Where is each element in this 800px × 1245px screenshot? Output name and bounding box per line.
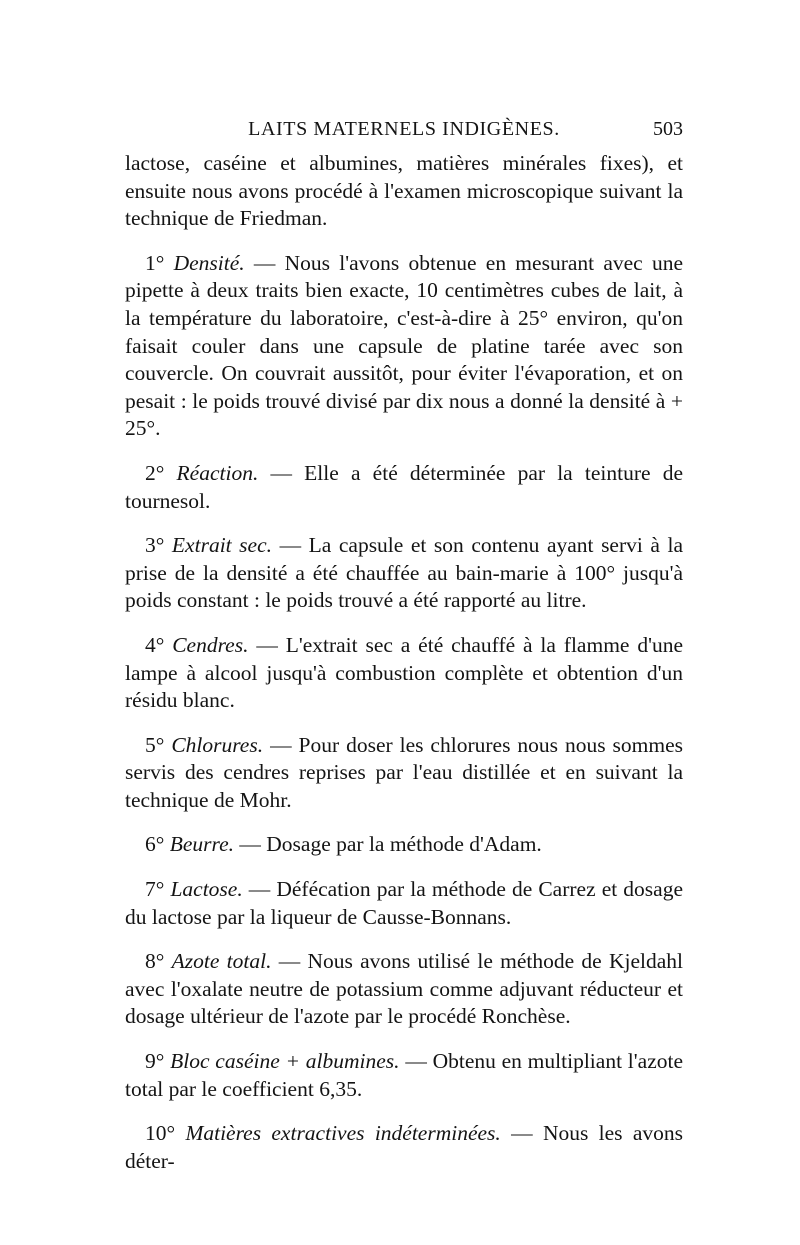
item-term: Beurre. bbox=[169, 832, 235, 857]
method-item-densite bbox=[125, 250, 683, 443]
item-number: 4° bbox=[145, 632, 165, 657]
item-text: — Nous les avons déter- bbox=[125, 1121, 684, 1173]
item-number: 7° bbox=[145, 877, 165, 902]
item-number: 5° bbox=[145, 732, 165, 757]
item-number: 8° bbox=[145, 949, 165, 974]
method-item-azote-total bbox=[125, 948, 683, 1031]
item-term: Chlorures. bbox=[171, 732, 264, 757]
item-term: Matières extractives indéterminées. bbox=[185, 1121, 501, 1146]
item-term: Azote total. bbox=[171, 949, 272, 974]
running-head bbox=[125, 114, 683, 144]
method-item-extrait-sec bbox=[125, 532, 683, 615]
item-text: — Elle a été déterminée par la teinture de tournesol. bbox=[125, 460, 684, 513]
item-number: 1° bbox=[145, 250, 165, 275]
item-number: 2° bbox=[145, 460, 165, 485]
item-term: Réaction. bbox=[176, 460, 259, 485]
item-number: 6° bbox=[145, 832, 165, 857]
item-text: — Nous avons utilisé le méthode de Kjeldahl avec l'oxalate neutre de potassium comme adjuvant réducteur et dosage ultérieur de l'azote par le procédé Ronchèse. bbox=[125, 949, 684, 1029]
item-term: Lactose. bbox=[170, 877, 243, 902]
method-item-beurre bbox=[125, 831, 683, 859]
item-term: Extrait sec. bbox=[171, 533, 273, 558]
opening-paragraph: lactose, caséine et albumines, matières minérales fixes), et ensuite nous avons procédé à l'examen microscopique suivant la technique de Friedman. bbox=[125, 151, 683, 231]
item-text: — Obtenu en multipliant l'azote total par le coefficient 6,35. bbox=[125, 1049, 684, 1101]
item-text: — Pour doser les chlorures nous nous sommes servis des cendres reprises par l'eau distillée et en suivant la technique de Mohr. bbox=[125, 732, 683, 812]
item-term: Bloc caséine + albumines. bbox=[170, 1049, 400, 1074]
item-number: 3° bbox=[145, 533, 165, 558]
item-term: Cendres. bbox=[172, 632, 249, 657]
method-item-chlorures bbox=[125, 732, 683, 815]
item-text: — Défécation par la méthode de Carrez et dosage du lactose par la liqueur de Causse-Bonnans. bbox=[125, 877, 683, 929]
method-item-matieres-extractives bbox=[125, 1120, 683, 1175]
item-text: — Nous l'avons obtenue en mesurant avec une pipette à deux traits bien exacte, 10 centimètres cubes de lait, à la température du laboratoire, c'est-à-dire à 25° environ, qu'on faisait couler dans une capsule de platine tarée avec son couvercle. On couvrait aussitôt, pour éviter l'évaporation, et on pesait : le poids trouvé divisé par dix nous a donné la densité à + 25°. bbox=[125, 250, 684, 441]
running-title: LAITS MATERNELS INDIGÈNES. bbox=[248, 118, 560, 140]
item-number: 9° bbox=[145, 1049, 165, 1074]
method-item-reaction bbox=[125, 460, 683, 515]
item-text: — La capsule et son contenu ayant servi à la prise de la densité a été chauffée au bain-marie à 100° jusqu'à poids constant : le poids trouvé a été rapporté au litre. bbox=[125, 533, 684, 613]
item-number: 10° bbox=[145, 1121, 176, 1146]
item-text: — L'extrait sec a été chauffé à la flamme d'une lampe à alcool jusqu'à combustion complète et obtention d'un résidu blanc. bbox=[125, 632, 683, 713]
item-text: — Dosage par la méthode d'Adam. bbox=[239, 832, 542, 857]
method-item-lactose bbox=[125, 876, 683, 931]
page-number: 503 bbox=[653, 118, 683, 140]
method-item-bloc-caseine bbox=[125, 1048, 683, 1103]
method-item-cendres bbox=[125, 632, 683, 715]
item-term: Densité. bbox=[173, 250, 245, 275]
body-text bbox=[125, 150, 683, 1175]
